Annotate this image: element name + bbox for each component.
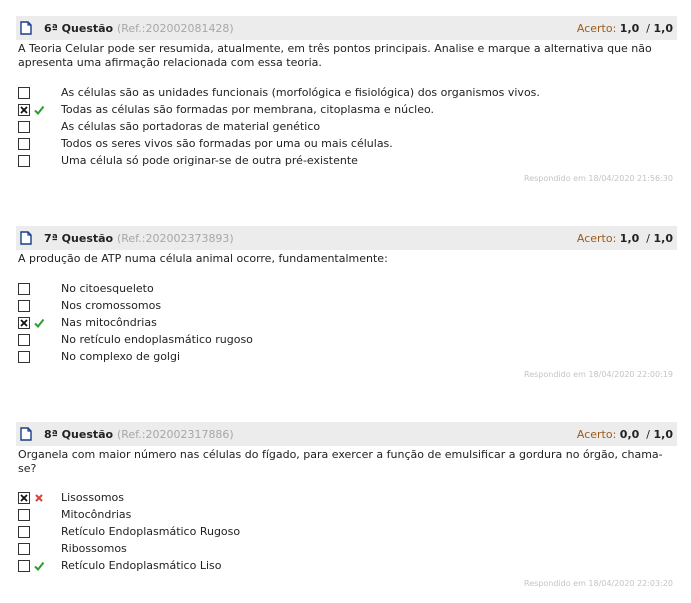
answer-option-text: Retículo Endoplasmático Rugoso (61, 525, 241, 538)
question-number: 8ª Questão (44, 428, 114, 441)
answer-option[interactable] (18, 508, 668, 525)
answer-option-text: No complexo de golgi (61, 350, 181, 363)
question-title (44, 22, 234, 35)
answered-timestamp: Respondido em 18/04/2020 22:00:19 (524, 370, 673, 379)
question-title (44, 428, 234, 441)
answer-checkbox[interactable] (18, 300, 30, 312)
question-ref: (Ref.:202002373893) (116, 232, 234, 245)
question-ref: (Ref.:202002317886) (116, 428, 234, 441)
question-title (44, 232, 234, 245)
answer-option-text: Lisossomos (61, 491, 125, 504)
answer-checkbox[interactable] (18, 138, 30, 150)
answer-checkbox[interactable] (18, 87, 30, 99)
answer-option-text: Mitocôndrias (61, 508, 132, 521)
answer-option-text: Retículo Endoplasmático Liso (61, 559, 222, 572)
answer-option[interactable] (18, 559, 668, 576)
score-max: 1,0 (653, 232, 673, 245)
score-value: 1,0 (619, 232, 640, 245)
answer-option[interactable] (18, 333, 668, 350)
answer-option-text: No retículo endoplasmático rugoso (61, 333, 253, 346)
answer-option-text: As células são as unidades funcionais (morfológica e fisiológica) dos organismos vivos. (61, 86, 540, 99)
question-ref: (Ref.:202002081428) (116, 22, 234, 35)
question-header (16, 16, 677, 40)
question-statement: A Teoria Celular pode ser resumida, atualmente, em três pontos principais. Analise e marque a alternativa que não apresenta uma afirmação relacionada com essa teoria. (18, 42, 652, 69)
answered-timestamp: Respondido em 18/04/2020 22:03:20 (524, 579, 673, 588)
score-value: 1,0 (619, 22, 640, 35)
answer-checkbox[interactable] (18, 334, 30, 346)
answer-checkbox[interactable] (18, 283, 30, 295)
answer-option-text: Todas as células são formadas por membrana, citoplasma e núcleo. (61, 103, 435, 116)
question-number: 6ª Questão (44, 22, 114, 35)
answer-checkbox[interactable] (18, 526, 30, 538)
document-icon (20, 427, 32, 441)
question-number: 7ª Questão (44, 232, 114, 245)
answer-option[interactable] (18, 154, 668, 171)
answer-checkbox[interactable] (18, 104, 30, 116)
score-value: 0,0 (619, 428, 640, 441)
score-max: 1,0 (653, 428, 673, 441)
score-label: Acerto: (576, 428, 617, 441)
answered-timestamp: Respondido em 18/04/2020 21:56:30 (524, 174, 673, 183)
answer-option[interactable] (18, 103, 668, 120)
answer-option[interactable] (18, 299, 668, 316)
answer-option[interactable] (18, 525, 668, 542)
question-statement: Organela com maior número nas células do fígado, para exercer a função de emulsificar a gordura no órgão, chama-se? (18, 448, 663, 475)
score: Acerto: 1,0 / 1,0 (576, 22, 673, 35)
correct-check-icon (33, 560, 45, 572)
answer-option-text: No citoesqueleto (61, 282, 154, 295)
answer-checkbox[interactable] (18, 317, 30, 329)
answer-option-text: As células são portadoras de material genético (61, 120, 321, 133)
answer-option[interactable] (18, 120, 668, 137)
answer-option-text: Ribossomos (61, 542, 127, 555)
answer-option-text: Nos cromossomos (61, 299, 162, 312)
score-max: 1,0 (653, 22, 673, 35)
answer-checkbox[interactable] (18, 492, 30, 504)
question-statement: A produção de ATP numa célula animal ocorre, fundamentalmente: (18, 252, 388, 265)
answer-option[interactable] (18, 316, 668, 333)
wrong-cross-icon (33, 492, 45, 504)
answer-checkbox[interactable] (18, 543, 30, 555)
answer-option-text: Nas mitocôndrias (61, 316, 157, 329)
answer-checkbox[interactable] (18, 509, 30, 521)
score: Acerto: 0,0 / 1,0 (576, 428, 673, 441)
answer-checkbox[interactable] (18, 121, 30, 133)
question-header (16, 422, 677, 446)
document-icon (20, 231, 32, 245)
answer-option-text: Todos os seres vivos são formadas por uma ou mais células. (61, 137, 393, 150)
answer-checkbox[interactable] (18, 351, 30, 363)
answer-checkbox[interactable] (18, 155, 30, 167)
correct-check-icon (33, 104, 45, 116)
answer-option[interactable] (18, 86, 668, 103)
question-header (16, 226, 677, 250)
correct-check-icon (33, 317, 45, 329)
answer-option[interactable] (18, 542, 668, 559)
answer-option[interactable] (18, 137, 668, 154)
score-label: Acerto: (576, 22, 617, 35)
answer-option[interactable] (18, 282, 668, 299)
score-label: Acerto: (576, 232, 617, 245)
answer-checkbox[interactable] (18, 560, 30, 572)
answer-option[interactable] (18, 350, 668, 367)
answer-option-text: Uma célula só pode originar-se de outra pré-existente (61, 154, 358, 167)
document-icon (20, 21, 32, 35)
score: Acerto: 1,0 / 1,0 (576, 232, 673, 245)
answer-option[interactable] (18, 491, 668, 508)
